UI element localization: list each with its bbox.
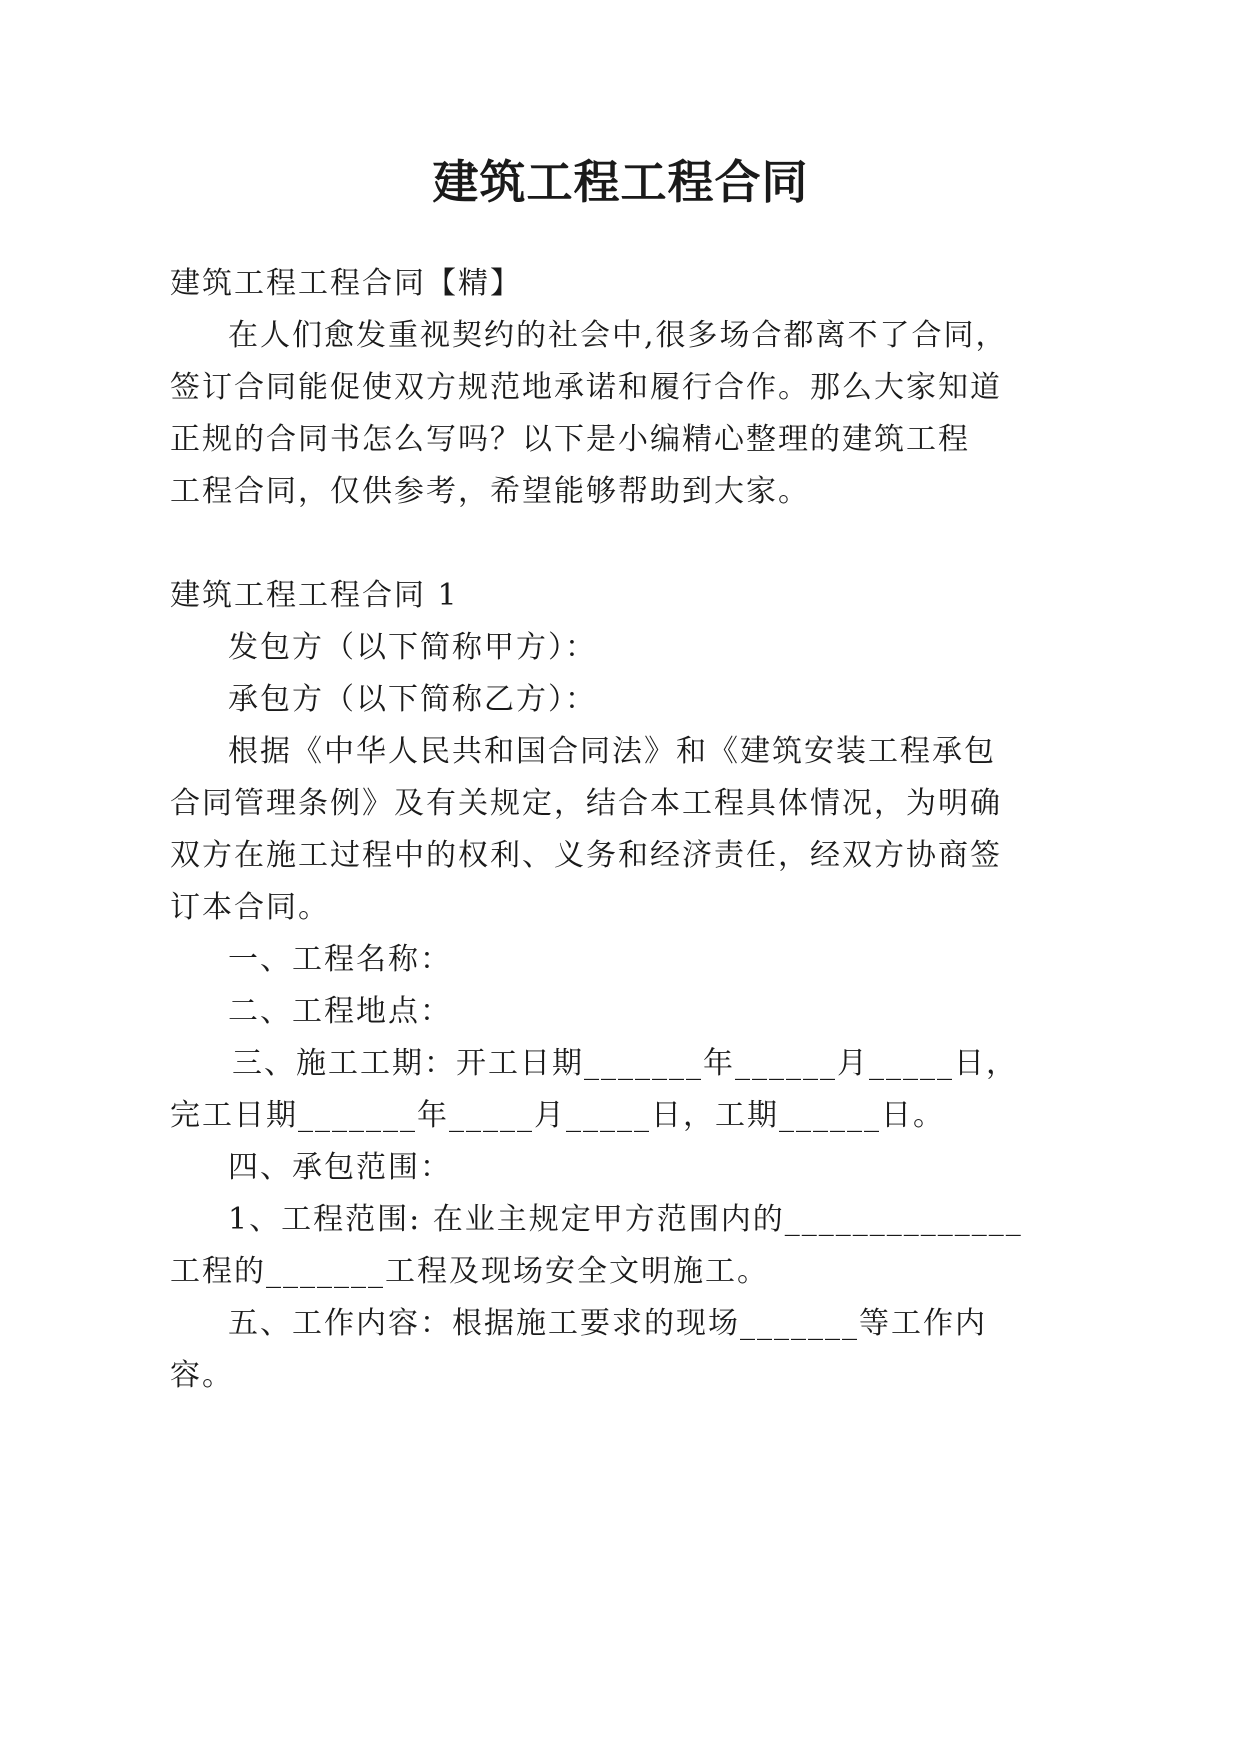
item-scope-1-line-1: 1、工程范围: 在业主规定甲方范围内的______________ — [228, 1202, 1023, 1237]
basis-line-2: 合同管理条例》及有关规定，结合本工程具体情况，为明确 — [170, 786, 1002, 821]
basis-line-1: 根据《中华人民共和国合同法》和《建筑安装工程承包 — [228, 734, 996, 769]
intro-line-2: 签订合同能促使双方规范地承诺和履行合作。那么大家知道 — [170, 370, 1002, 405]
item-project-location: 二、工程地点： — [228, 994, 452, 1029]
intro-line-1: 在人们愈发重视契约的社会中,很多场合都离不了合同， — [228, 318, 1008, 353]
party-a-line: 发包方（以下简称甲方）： — [228, 630, 597, 665]
item-scope-1-line-2: 工程的_______工程及现场安全文明施工。 — [170, 1254, 769, 1289]
basis-line-4: 订本合同。 — [170, 890, 330, 925]
item-work-content-line-1: 五、工作内容：根据施工要求的现场_______等工作内 — [228, 1306, 987, 1341]
intro-line-4: 工程合同，仅供参考，希望能够帮助到大家。 — [170, 474, 810, 509]
item-project-name: 一、工程名称： — [228, 942, 452, 977]
party-b-line: 承包方（以下简称乙方）： — [228, 682, 597, 717]
subtitle: 建筑工程工程合同【精】 — [170, 266, 522, 301]
basis-line-3: 双方在施工过程中的权利、义务和经济责任，经双方协商签 — [170, 838, 1002, 873]
intro-line-3: 正规的合同书怎么写吗？以下是小编精心整理的建筑工程 — [170, 422, 970, 457]
section-title: 建筑工程工程合同 1 — [170, 578, 459, 613]
document-title: 建筑工程工程合同 — [432, 155, 809, 209]
item-schedule-line-2: 完工日期_______年_____月_____日，工期______日。 — [170, 1098, 945, 1133]
item-work-content-line-2: 容。 — [170, 1358, 234, 1393]
item-scope: 四、承包范围： — [228, 1150, 452, 1185]
item-schedule-line-1: 三、施工工期：开工日期_______年______月_____日， — [232, 1046, 1018, 1081]
